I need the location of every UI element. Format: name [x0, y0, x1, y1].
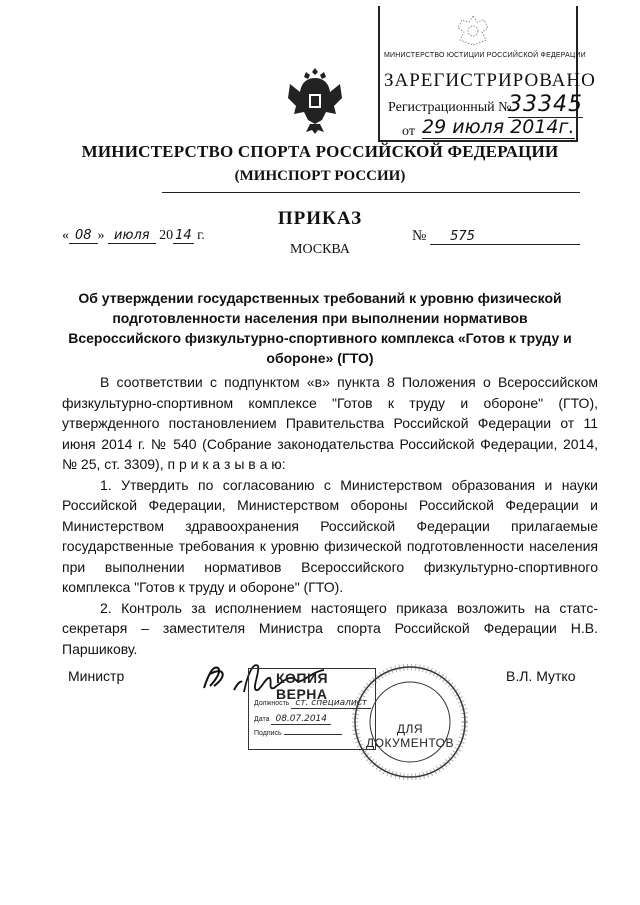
reg-date-value: 29 июля 2014г.: [422, 116, 575, 138]
order-number-value: 575: [430, 229, 580, 245]
order-number: [412, 228, 580, 245]
signatory-role: Министр: [68, 668, 125, 684]
copy-stamp-signature: [254, 730, 342, 737]
header-divider: [162, 192, 580, 193]
signatory-name: В.Л. Мутко: [506, 668, 576, 684]
order-number-label: №: [412, 228, 427, 244]
order-city: МОСКВА: [290, 242, 350, 257]
copy-stamp-date-value: 08.07.2014: [271, 714, 331, 725]
seal-line-1: ДЛЯ: [396, 722, 424, 736]
order-date-open-quote: «: [62, 228, 69, 243]
order-title: ПРИКАЗ: [277, 208, 363, 229]
body-item-1: 1. Утвердить по согласованию с Министерством образования и науки Российской Федерации, Министерством обороны Российской Федерации и Министерством здравоохранения Российской Федерации прилагаемые государственные требования к уровню физической подготовленности населения при выполнении нормативов Всероссийского физкультурно-спортивного комплекса "Готов к труду и обороне" (ГТО).: [62, 476, 598, 595]
registration-stamp: [378, 6, 596, 142]
document-body: [62, 372, 598, 659]
body-preamble: В соответствии с подпунктом «в» пункта 8 Положения о Всероссийском физкультурно-спортивном комплексе "Готов к труду и обороне" (ГТО), утвержденного постановлением Правительства Российской Федерации от 11 июня 2014 г. № 540 (Собрание законодательства Российской Федерации, 2014, № 25, ст. 3309), п р и к а з ы в а ю:: [62, 374, 598, 472]
ministry-title: МИНИСТЕРСТВО СПОРТА РОССИЙСКОЙ ФЕДЕРАЦИИ: [81, 142, 559, 161]
order-date-month: июля: [108, 228, 156, 244]
order-date-suffix: г.: [197, 228, 205, 243]
reg-date-label: от: [402, 124, 415, 139]
body-item-2: 2. Контроль за исполнением настоящего приказа возложить на статс-секретаря – заместителя Министра спорта Российской Федерации Н.В. Паршикову.: [62, 599, 598, 657]
reg-ministry: МИНИСТЕРСТВО ЮСТИЦИИ РОССИЙСКОЙ ФЕДЕРАЦИИ: [384, 52, 586, 59]
copy-stamp-signature-line: [284, 734, 342, 735]
order-date-day: 08: [69, 228, 98, 244]
small-emblem-icon: [450, 12, 496, 48]
ministry-short-title: (МИНСПОРТ РОССИИ): [234, 168, 406, 184]
copy-stamp-position: [254, 698, 371, 708]
copy-correct-stamp: [248, 668, 378, 752]
copy-stamp-date: [254, 714, 331, 724]
document-subject: Об утверждении государственных требований к уровню физической подготовленности населения при выполнении нормативов Всероссийского физкультурно-спортивного комплекса «Готов к труду и обороне» (ГТО): [68, 290, 572, 366]
reg-registered: ЗАРЕГИСТРИРОВАНО: [384, 70, 596, 91]
seal-line-2: ДОКУМЕНТОВ: [365, 736, 454, 750]
copy-stamp-date-label: Дата: [254, 716, 270, 723]
reg-number-value: 33345: [508, 92, 583, 117]
reg-number-label: Регистрационный №: [388, 100, 512, 115]
copy-stamp-position-value: ст. специалист: [291, 698, 371, 709]
copy-stamp-position-label: Должность: [254, 700, 290, 707]
coat-of-arms-icon: [284, 62, 346, 136]
copy-stamp-signature-label: Подпись: [254, 730, 282, 737]
order-date-close-quote: »: [97, 228, 105, 243]
copy-stamp-title: КОПИЯ ВЕРНА: [276, 670, 329, 702]
order-date-year-prefix: 20: [159, 228, 174, 243]
order-date-year-suffix: 14: [175, 228, 192, 243]
